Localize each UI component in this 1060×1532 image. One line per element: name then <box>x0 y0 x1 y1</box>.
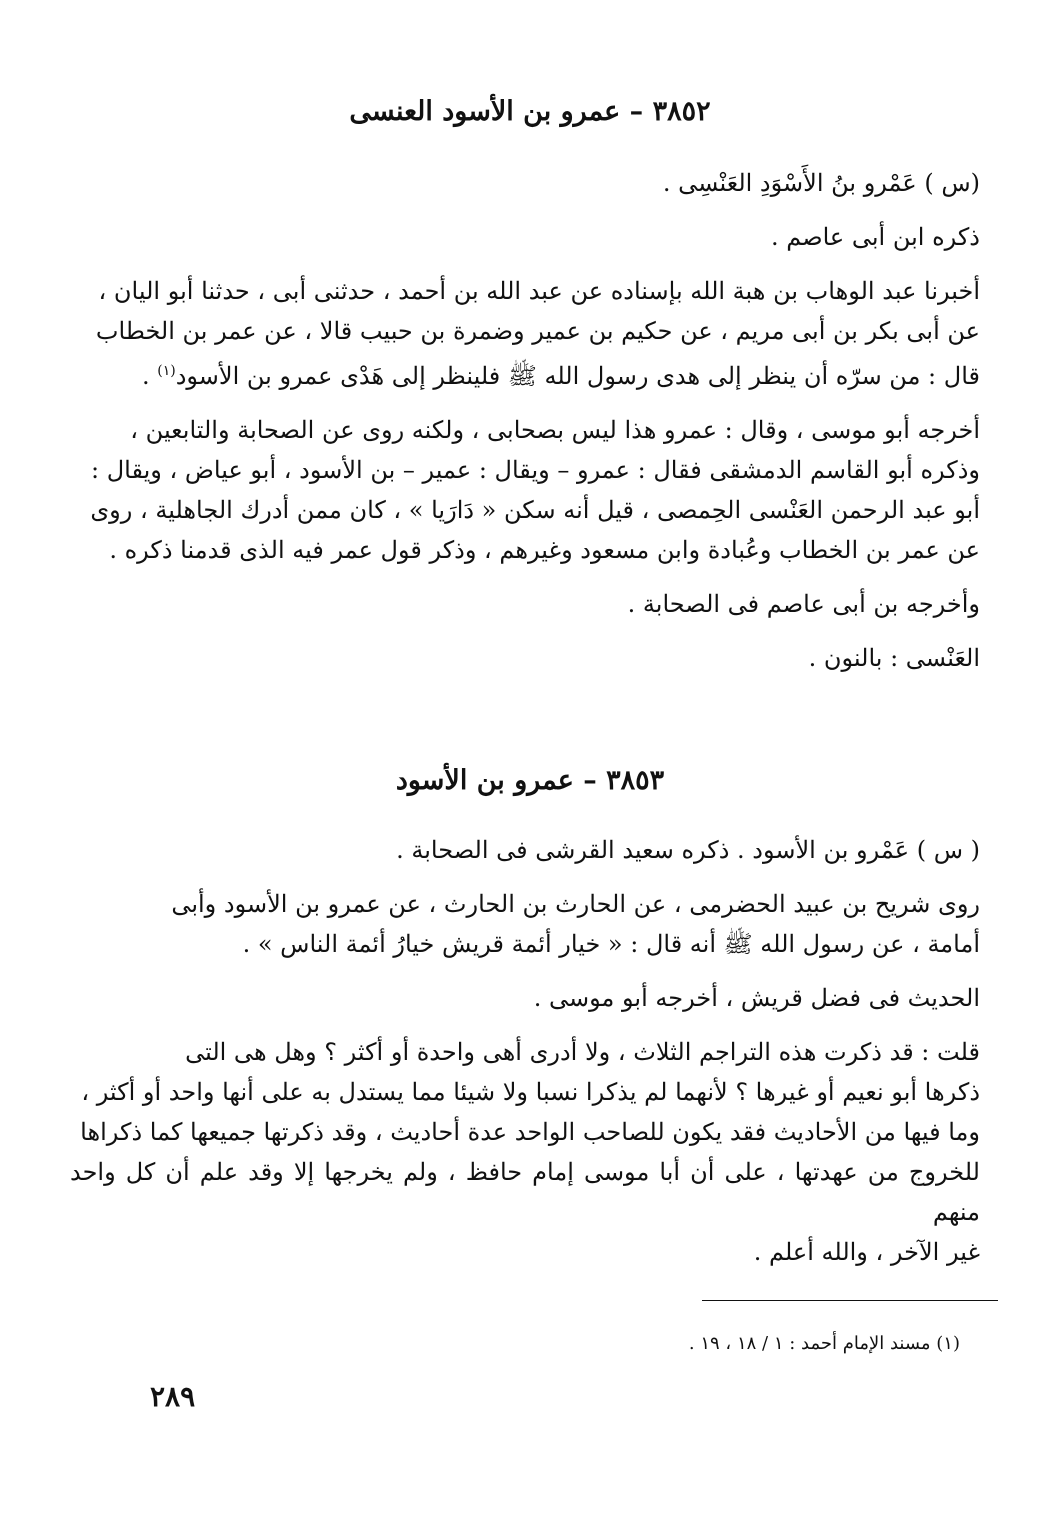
text-line: عن عمر بن الخطاب وعُبادة وابن مسعود وغيرهم ، وذكر قول عمر فيه الذى قدمنا ذكره . <box>109 536 980 564</box>
text-line: أخرجه أبو موسى ، وقال : عمرو هذا ليس بصحابى ، ولكنه روى عن الصحابة والتابعين ، <box>130 416 980 444</box>
text-line <box>70 351 980 396</box>
entry-body-3852 <box>70 163 980 678</box>
text-line: غير الآخر ، والله أعلم . <box>753 1238 980 1266</box>
nisba-note: العَنْسى : بالنون . <box>808 644 980 672</box>
text-line: أخبرنا عبد الوهاب بن هبة الله بإسناده عن عبد الله بن أحمد ، حدثنى أبى ، حدثنا أبو اليان ، <box>98 277 980 305</box>
page-number: ٢٨٩ <box>150 1380 196 1413</box>
text-line: ذكرها أبو نعيم أو غيرها ؟ لأنهما لم يذكرا نسبا ولا شيئا مما يستدل به على أنها واحد أو أكثر ، <box>81 1078 980 1106</box>
entry-intro: (س ) عَمْرو بنُ الأَسْوَدِ العَنْسِى . <box>662 169 980 197</box>
text-line: أبو عبد الرحمن العَنْسى الحِمصى ، قيل أنه سكن « دَارَيا » ، كان ممن أدرك الجاهلية ، روى <box>90 496 980 524</box>
hadith-text: قال : من سرّه أن ينظر إلى هدى رسول الله ﷺ فلينظر إلى هَدْى عمرو بن الأسود <box>175 362 980 390</box>
text-line: قلت : قد ذكرت هذه التراجم الثلاث ، ولا أدرى أهى واحدة أو أكثر ؟ وهل هى التى <box>185 1038 980 1066</box>
entry-mention: ذكره ابن أبى عاصم . <box>770 223 980 251</box>
entry-heading-3853: ٣٨٥٣ – عمرو بن الأسود <box>395 765 665 796</box>
text-line: وذكره أبو القاسم الدمشقى فقال : عمرو – ويقال : عمير – بن الأسود ، أبو عياض ، ويقال : <box>91 456 980 484</box>
footnote-ref: (١) <box>157 363 176 379</box>
text-line: للخروج من عهدتها ، على أن أبا موسى إمام حافظ ، ولم يخرجها إلا وقد علم أن كل واحد منهم <box>70 1158 980 1226</box>
text-line: وما فيها من الأحاديث فقد يكون للصاحب الواحد عدة أحاديث ، وقد ذكرتها جميعها كما ذكراها <box>80 1118 980 1146</box>
source-note: وأخرجه بن أبى عاصم فى الصحابة . <box>627 590 980 618</box>
riwaya-paragraph <box>70 884 980 964</box>
footnote: (١) مسند الإمام أحمد : ١ / ١٨ ، ١٩ . <box>688 1333 960 1354</box>
discussion-paragraph <box>70 410 980 570</box>
text-line: أمامة ، عن رسول الله ﷺ أنه قال : « خيار أئمة قريش خيارُ أئمة الناس » . <box>242 930 980 958</box>
entry-body-3853 <box>70 830 980 1272</box>
author-comment-paragraph <box>70 1032 980 1272</box>
entry-intro: ( س ) عَمْرو بن الأسود . ذكره سعيد القرشى فى الصحابة . <box>396 836 980 864</box>
isnad-paragraph <box>70 271 980 396</box>
text-line: عن أبى بكر بن أبى مريم ، عن حكيم بن عمير وضمرة بن حبيب قالا ، عن عمر بن الخطاب <box>95 317 980 345</box>
hadith-fadl-note: الحديث فى فضل قريش ، أخرجه أبو موسى . <box>533 984 980 1012</box>
hadith-end: . <box>141 362 158 390</box>
text-line: روى شريح بن عبيد الحضرمى ، عن الحارث بن الحارث ، عن عمرو بن الأسود وأبى <box>171 890 980 918</box>
entry-heading-3852: ٣٨٥٢ – عمرو بن الأسود العنسى <box>349 96 711 127</box>
footnote-divider <box>702 1300 998 1301</box>
